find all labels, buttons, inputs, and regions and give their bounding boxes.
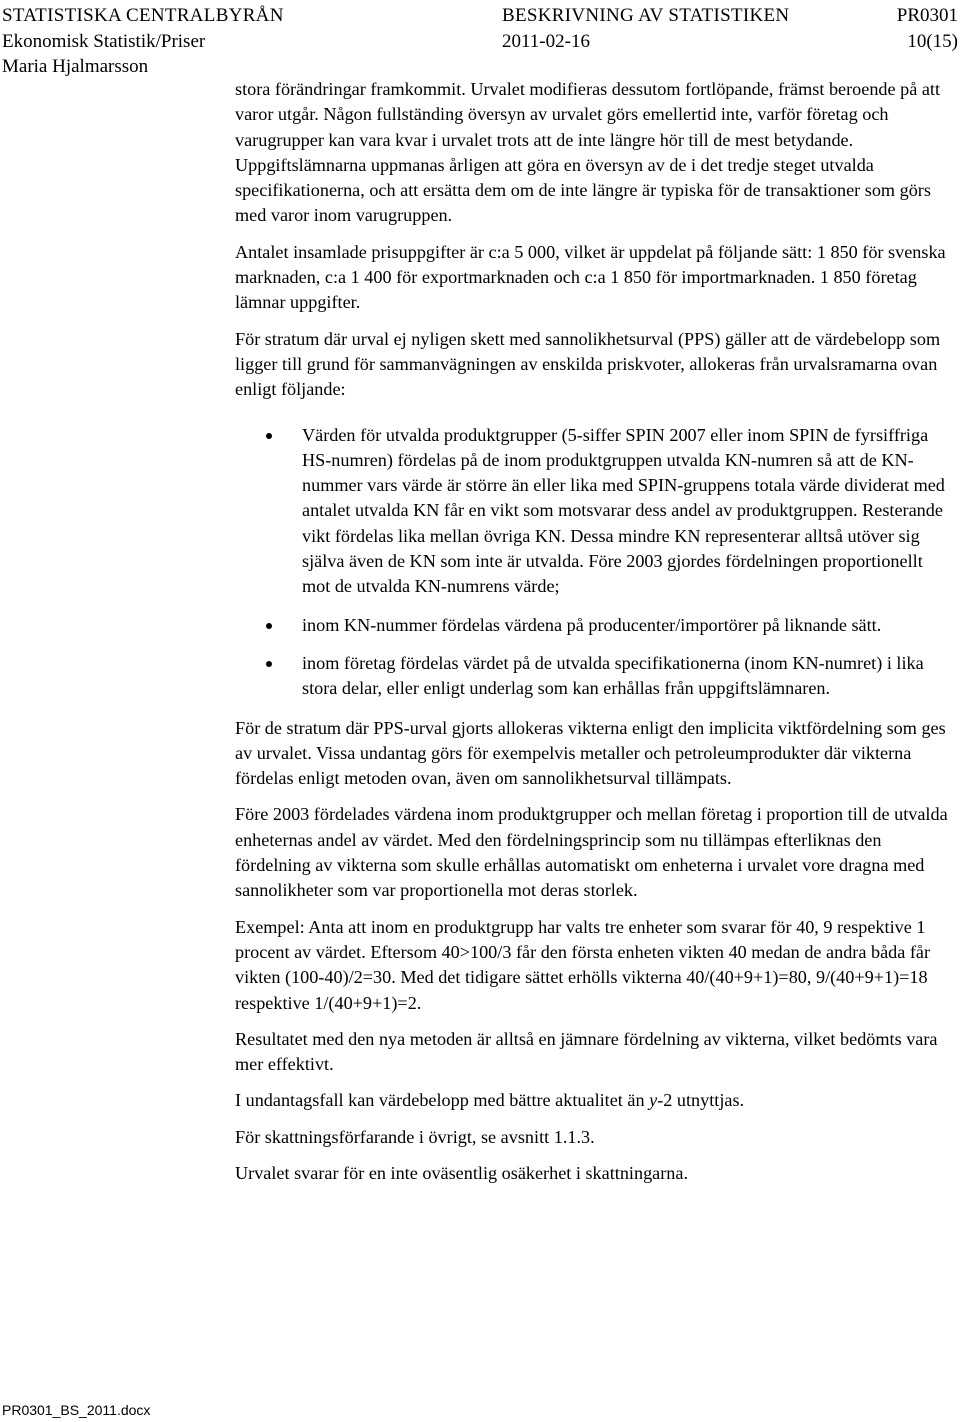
- header-date: 2011-02-16: [502, 31, 590, 52]
- paragraph-uncertainty: Urvalet svarar för en inte oväsentlig osäkerhet i skattningarna.: [235, 1162, 689, 1183]
- header-document-type: BESKRIVNING AV STATISTIKEN: [502, 5, 790, 26]
- paragraph-price-quotes-count: Antalet insamlade prisuppgifter är c:a 5 000, vilket är uppdelat på följande sätt: 1 850 för svenska marknaden, c:a 1 400 för exportmarknaden och c:a 1 850 för importmarknaden. 1 850 företag lämnar uppgifter.: [235, 241, 946, 313]
- header-author: Maria Hjalmarsson: [2, 56, 149, 77]
- exceptions-year-variable: y: [649, 1090, 658, 1111]
- list-item-text: Värden för utvalda produktgrupper (5-siffer SPIN 2007 eller inom SPIN de fyrsiffriga HS-numren) fördelas på de inom produktgruppen utvalda KN-numren så att de KN-nummer vars värde är större än eller lika med SPIN-gruppens totala värde dividerat med antalet utvalda KN får en vikt som motsvarar dess andel av produktgruppen. Resterande vikt fördelas lika mellan övriga KN. Dessa mindre KN representerar alltså utöver sig själva även de KN som inte är utvalda. Före 2003 gjordes fördelningen proportionellt mot de utvalda KN-numrens värde;: [302, 424, 945, 597]
- footer-filename: PR0301_BS_2011.docx: [2, 1402, 151, 1418]
- paragraph-pps-weights: För de stratum där PPS-urval gjorts allokeras vikterna enligt den implicita viktfördelning som ges av urvalet. Vissa undantag görs för exempelvis metaller och petroleumprodukter där vikterna fördelas enligt metoden ovan, även om sannolikhetsurval tillämpats.: [235, 717, 946, 789]
- header-organization: STATISTISKA CENTRALBYRÅN: [2, 5, 284, 26]
- paragraph-before-2003: Före 2003 fördelades värdena inom produktgrupper och mellan företag i proportion till de utvalda enheternas andel av värdet. Med den fördelningsprincip som nu tillämpas efterliknas den fördelning av vikterna som skulle erhållas automatiskt om enheterna i urvalet vore dragna med sannolikheter som var proportionella mot deras storlek.: [235, 804, 948, 901]
- bullet-icon: [266, 433, 272, 439]
- bullet-icon: [266, 661, 272, 667]
- body-text: [235, 77, 953, 1197]
- list-item: [235, 651, 953, 702]
- paragraph-exceptions: [235, 1088, 953, 1113]
- paragraph-example: Exempel: Anta att inom en produktgrupp har valts tre enheter som svarar för 40, 9 respektive 1 procent av värdet. Eftersom 40>100/3 får den första enheten vikten 40 medan de andra båda får vikten (100-40)/2=30. Med det tidigare sättet erhölls vikterna 40/(40+9+1)=80, 9/(40+9+1)=18 respektive 1/(40+9+1)=2.: [235, 916, 931, 1013]
- allocation-bullet-list: [235, 423, 953, 702]
- header-department: Ekonomisk Statistik/Priser: [2, 31, 206, 52]
- header-document-code: PR0301: [896, 5, 958, 26]
- paragraph-sample-review: stora förändringar framkommit. Urvalet modifieras dessutom fortlöpande, främst beroende på att varor utgår. Någon fullständing översyn av urvalet görs emellertid inte, varför företag och varugrupper kan vara kvar i urvalet trots att de inte längre hör till de mest betydande. Uppgiftslämnarna uppmanas årligen att göra en översyn av de i det tredje steget utvalda specifikationerna, och att ersätta dem om de inte längre är typiska för de transaktioner som görs med varor inom varugruppen.: [235, 79, 941, 226]
- paragraph-estimation-reference: För skattningsförfarande i övrigt, se avsnitt 1.1.3.: [235, 1126, 595, 1147]
- list-item: [235, 423, 953, 600]
- exceptions-text-end: -2 utnyttjas.: [657, 1090, 745, 1111]
- bullet-icon: [266, 623, 272, 629]
- list-item-text: inom företag fördelas värdet på de utvalda specifikationerna (inom KN-numret) i lika stora delar, eller enligt underlag som kan erhållas från uppgiftslämnaren.: [302, 652, 924, 699]
- paragraph-stratum-allocation: För stratum där urval ej nyligen skett med sannolikhetsurval (PPS) gäller att de värdebelopp som ligger till grund för sammanvägningen av enskilda priskvoter, allokeras från urvalsramarna ovan enligt följande:: [235, 328, 941, 400]
- paragraph-result: Resultatet med den nya metoden är alltså en jämnare fördelning av vikterna, vilket bedömts vara mer effektivt.: [235, 1028, 938, 1075]
- header-page-number: 10(15): [907, 31, 958, 52]
- list-item-text: inom KN-nummer fördelas värdena på producenter/importörer på liknande sätt.: [302, 614, 882, 635]
- exceptions-text-start: I undantagsfall kan värdebelopp med bättre aktualitet än: [235, 1090, 650, 1111]
- list-item: [235, 613, 953, 638]
